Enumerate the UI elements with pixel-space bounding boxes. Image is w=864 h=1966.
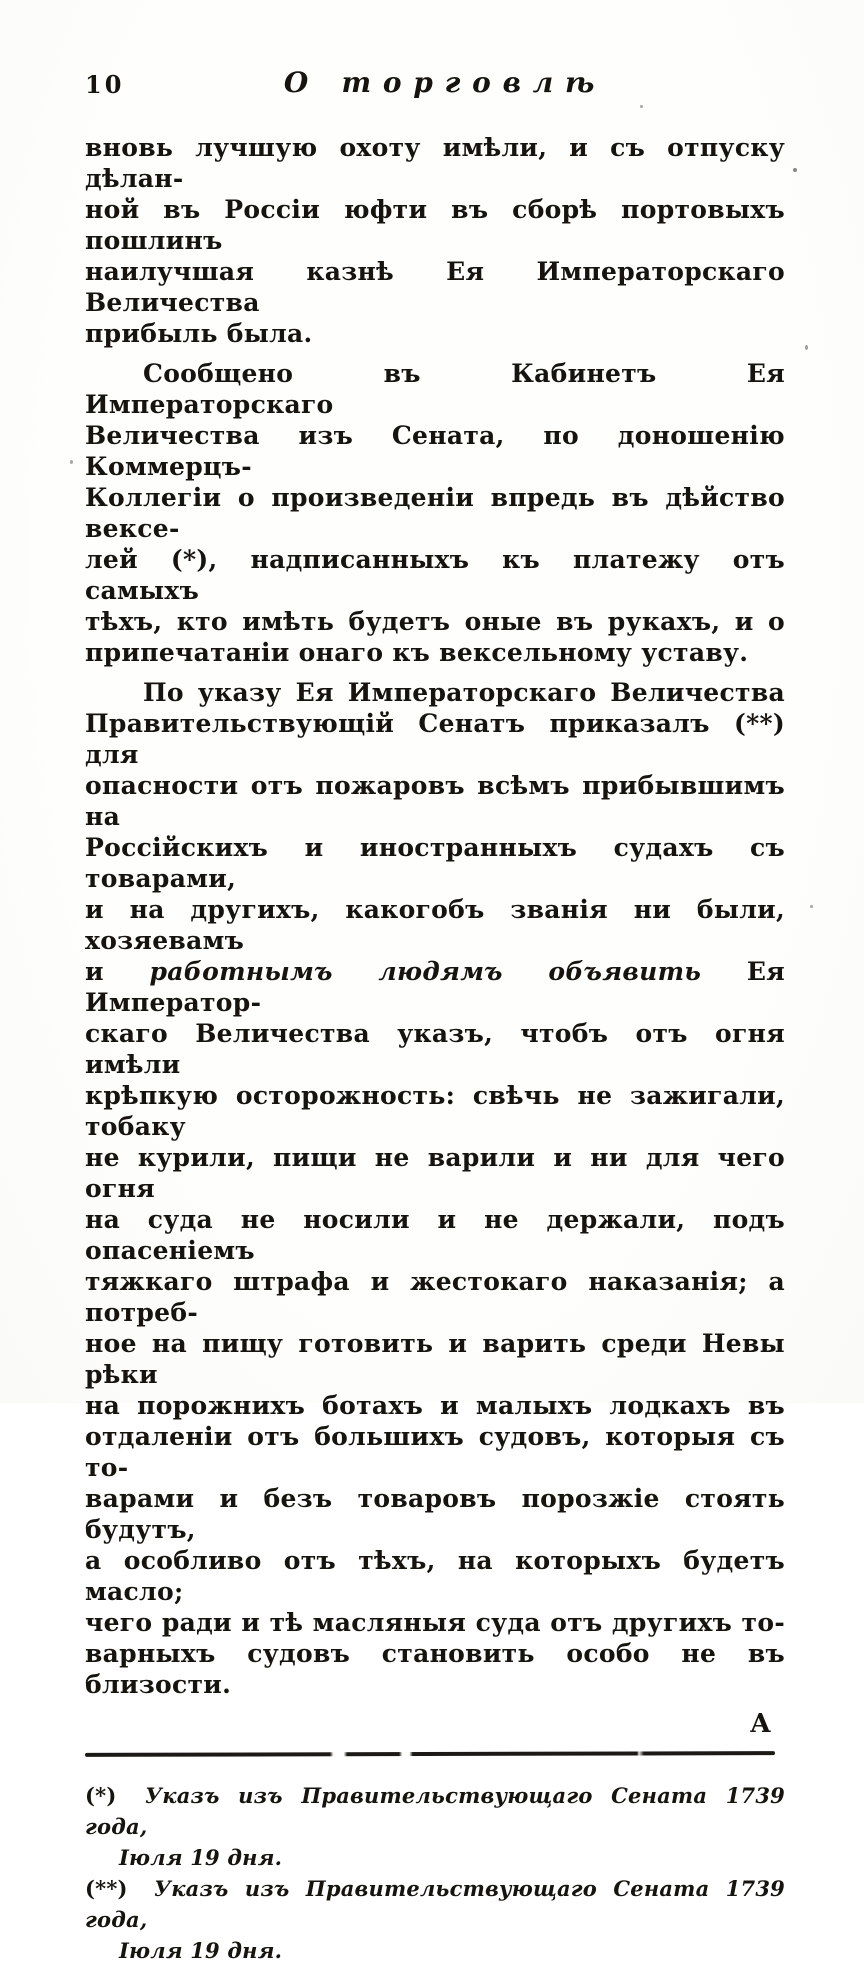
footnote-line: (*) Указъ изъ Правительствующаго Сената 1739 года,: [85, 1783, 785, 1839]
text-line: а особливо отъ тѣхъ, на которыхъ будетъ масло;: [85, 1546, 785, 1606]
running-title: О торговлѣ: [283, 66, 607, 99]
footnotes: [85, 1780, 785, 1966]
text-line: чего ради и тѣ масляныя суда отъ другихъ то-: [85, 1608, 785, 1637]
text-line: опасности отъ пожаровъ всѣмъ прибывшимъ на: [85, 771, 785, 831]
text-line: отдаленіи отъ большихъ судовъ, которыя съ то-: [85, 1422, 785, 1482]
text-line: ное на пищу готовить и варить среди Невы рѣки: [85, 1329, 785, 1389]
text-line: ной въ Россіи юфти въ сборѣ портовыхъ пошлинъ: [85, 195, 785, 255]
footnote-line: (**) Указъ изъ Правительствующаго Сената 1739 года,: [85, 1876, 785, 1932]
text-line: Коллегіи о произведеніи впредь въ дѣйство вексе-: [85, 483, 785, 543]
ink-speck: [70, 460, 73, 464]
text-line: тяжкаго штрафа и жестокаго наказанія; а потреб-: [85, 1267, 785, 1327]
text-line: и работнымъ людямъ объявить Ея Император-: [85, 957, 785, 1017]
text-line: скаго Величества указъ, чтобъ отъ огня имѣли: [85, 1019, 785, 1079]
text-line: варныхъ судовъ становить особо не въ близости.: [85, 1639, 785, 1699]
text-line: лей (*), надписанныхъ къ платежу отъ самыхъ: [85, 545, 785, 605]
footnote-marker: (**): [85, 1876, 128, 1901]
footnote-marker: (*): [85, 1783, 117, 1808]
footnote-line: Іюля 19 дня.: [119, 1845, 283, 1870]
footnote: [85, 1780, 785, 1873]
text-line: на порожнихъ ботахъ и малыхъ лодкахъ въ: [85, 1391, 785, 1420]
page-header: [85, 66, 785, 100]
text-line: варами и безъ товаровъ порозжіе стоять будутъ,: [85, 1484, 785, 1544]
text-line: Правительствующій Сенатъ приказалъ (**) для: [85, 709, 785, 769]
page-number: 10: [85, 70, 125, 99]
footnote-line: Іюля 19 дня.: [119, 1938, 283, 1963]
body-text: [85, 132, 785, 1700]
footnote: [85, 1873, 785, 1966]
text-line: Россійскихъ и иностранныхъ судахъ съ товарами,: [85, 833, 785, 893]
text-line: на суда не носили и не держали, подъ опасеніемъ: [85, 1205, 785, 1265]
ink-speck: [805, 345, 808, 350]
footnote-rule: [85, 1751, 775, 1757]
text-line: прибыль была.: [85, 319, 313, 348]
text-line: Сообщено въ Кабинетъ Ея Императорскаго: [85, 359, 785, 419]
signature-mark: А: [749, 1709, 771, 1739]
ink-speck: [640, 105, 643, 108]
text-line: и на другихъ, какогобъ званія ни были, хозяевамъ: [85, 895, 785, 955]
text-line: тѣхъ, кто имѣть будетъ оные въ рукахъ, и о: [85, 607, 785, 636]
ink-speck: [793, 168, 797, 172]
paragraph: [85, 358, 785, 668]
text-line: По указу Ея Императорскаго Величества: [143, 678, 785, 707]
text-line: вновь лучшую охоту имѣли, и съ отпуску дѣлан-: [85, 133, 785, 193]
ink-speck: [810, 905, 813, 908]
text-line: Величества изъ Сената, по доношенію Коммерцъ-: [85, 421, 785, 481]
text-line: наилучшая казнѣ Ея Императорскаго Величества: [85, 257, 785, 317]
signature-line: [85, 1709, 785, 1740]
text-line: припечатаніи онаго къ вексельному уставу.: [85, 638, 749, 667]
text-line: не курили, пищи не варили и ни для чего огня: [85, 1143, 785, 1203]
paragraph: [85, 132, 785, 349]
paragraph: [85, 677, 785, 1700]
text-line: крѣпкую осторожность: свѣчь не зажигали, тобаку: [85, 1081, 785, 1141]
